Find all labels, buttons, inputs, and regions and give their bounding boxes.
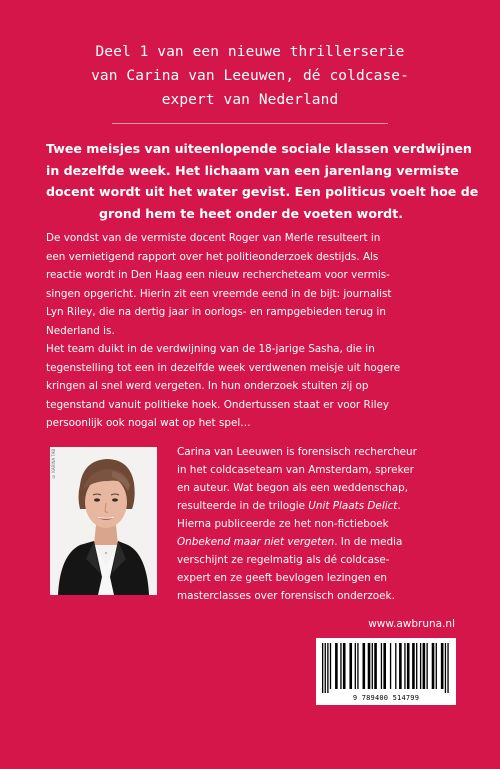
bio-line: en auteur. Wat begon als een weddenschap, [177, 482, 409, 494]
bio-line: Hierna publiceerde ze het non-fictieboek [177, 518, 389, 530]
isbn-barcode [316, 638, 456, 705]
synopsis-line: Het team duikt in de verdwijning van de 18-jarige Sasha, die in [46, 343, 375, 355]
author-photo [50, 447, 157, 595]
lead-line: docent wordt uit het water gevist. Een politicus voelt hoe de [46, 184, 479, 199]
barcode-bar [357, 643, 358, 689]
synopsis-line: Nederland is. [46, 324, 115, 337]
barcode-bar [390, 643, 391, 689]
barcode-bar [374, 643, 377, 689]
bio-line: masterclasses over forensisch onderzoek. [177, 590, 395, 602]
lead-line: grond hem te heet onder de voeten wordt. [99, 205, 403, 221]
barcode-bar [420, 643, 421, 689]
barcode-bar [423, 643, 426, 689]
barcode-bar [426, 643, 427, 689]
barcode-bar [372, 643, 373, 689]
lead-line: in dezelfde week. Het lichaam van een jarenlang vermiste [46, 162, 459, 178]
barcode-bar [381, 643, 382, 689]
author-portrait-illustration [50, 447, 157, 595]
barcode-bar [399, 643, 402, 689]
barcode-bar [404, 643, 405, 689]
lead-line: Twee meisjes van uiteenlopende sociale klassen verdwijnen [46, 141, 472, 156]
synopsis [46, 229, 456, 433]
barcode-bar [445, 643, 446, 693]
tagline-line: Deel 1 van een nieuwe thrillerserie [95, 44, 405, 60]
barcode-bar [436, 643, 437, 689]
series-tagline [40, 40, 460, 112]
barcode-bar [322, 643, 323, 693]
photo-credit: © KARINA TAB [51, 449, 56, 480]
barcode-bar [416, 643, 417, 689]
tagline-line: van Carina van Leeuwen, dé coldcase- [91, 68, 409, 84]
barcode-bar [327, 643, 328, 693]
barcode-bar [412, 643, 415, 689]
barcode-bar [395, 643, 396, 689]
barcode-bar [383, 643, 386, 689]
synopsis-line: tegenstelling tot een in dezelfde week verdwenen meisje uit hogere [46, 361, 401, 374]
barcode-bar [432, 643, 435, 689]
book-title-trilogy: Unit Plaats Delict [308, 500, 398, 512]
barcode-bar [407, 643, 410, 689]
bio-line: Carina van Leeuwen is forensisch rechercheur [177, 446, 417, 458]
barcode-bar [335, 643, 338, 689]
synopsis-line: tegenstand vanuit politieke hoek. Ondertussen staat er voor Riley [46, 398, 390, 411]
bio-line [177, 533, 467, 551]
synopsis-line: De vondst van de vermiste docent Roger van Merle resulteert in [46, 232, 381, 244]
barcode-bars [322, 643, 450, 693]
synopsis-line: persoonlijk ook nogal wat op het spel… [46, 417, 251, 429]
barcode-bar [362, 643, 365, 689]
book-title-nonfiction: Onbekend maar niet vergeten [177, 536, 335, 548]
barcode-bar [368, 643, 371, 689]
tagline-line: expert van Nederland [161, 92, 339, 108]
bio-line: in het coldcaseteam van Amsterdam, spreker [177, 464, 414, 476]
synopsis-line: Lyn Riley, die na dertig jaar in oorlogs- en rampgebieden terug in [46, 306, 386, 318]
synopsis-line: een vernietigend rapport over het politieonderzoek destijds. Als [46, 250, 379, 263]
publisher-url: www.awbruna.nl [368, 618, 455, 630]
author-bio [177, 443, 467, 605]
barcode-bar [349, 643, 352, 689]
bio-text: . In de media [334, 536, 403, 548]
barcode-bar [441, 643, 444, 689]
isbn-number: 9 789400 514799 [352, 694, 420, 702]
barcode-bar [447, 643, 448, 693]
bio-line [177, 497, 467, 515]
synopsis-line: singen opgericht. Hierin zit een vreemde eend in de bijt: journalist [46, 287, 392, 300]
bio-line: expert en ze geeft bevlogen lezingen en [177, 572, 387, 584]
synopsis-line: kringen al snel werd vergeten. In hun onderzoek stuiten zij op [46, 380, 369, 392]
barcode-bar [343, 643, 346, 689]
barcode-bar [325, 643, 326, 693]
bio-line: verschijnt ze regelmatig als dé coldcase- [177, 554, 390, 566]
barcode-bar [330, 643, 331, 689]
bio-text: resulteerde in de trilogie [177, 500, 309, 512]
barcode-bar [355, 643, 356, 689]
bio-text: . [397, 500, 401, 512]
divider-rule [112, 123, 388, 124]
barcode-bar [340, 643, 341, 689]
lead-paragraph [46, 138, 479, 224]
synopsis-line: reactie wordt in Den Haag een nieuw rechercheteam voor vermis- [46, 269, 390, 281]
